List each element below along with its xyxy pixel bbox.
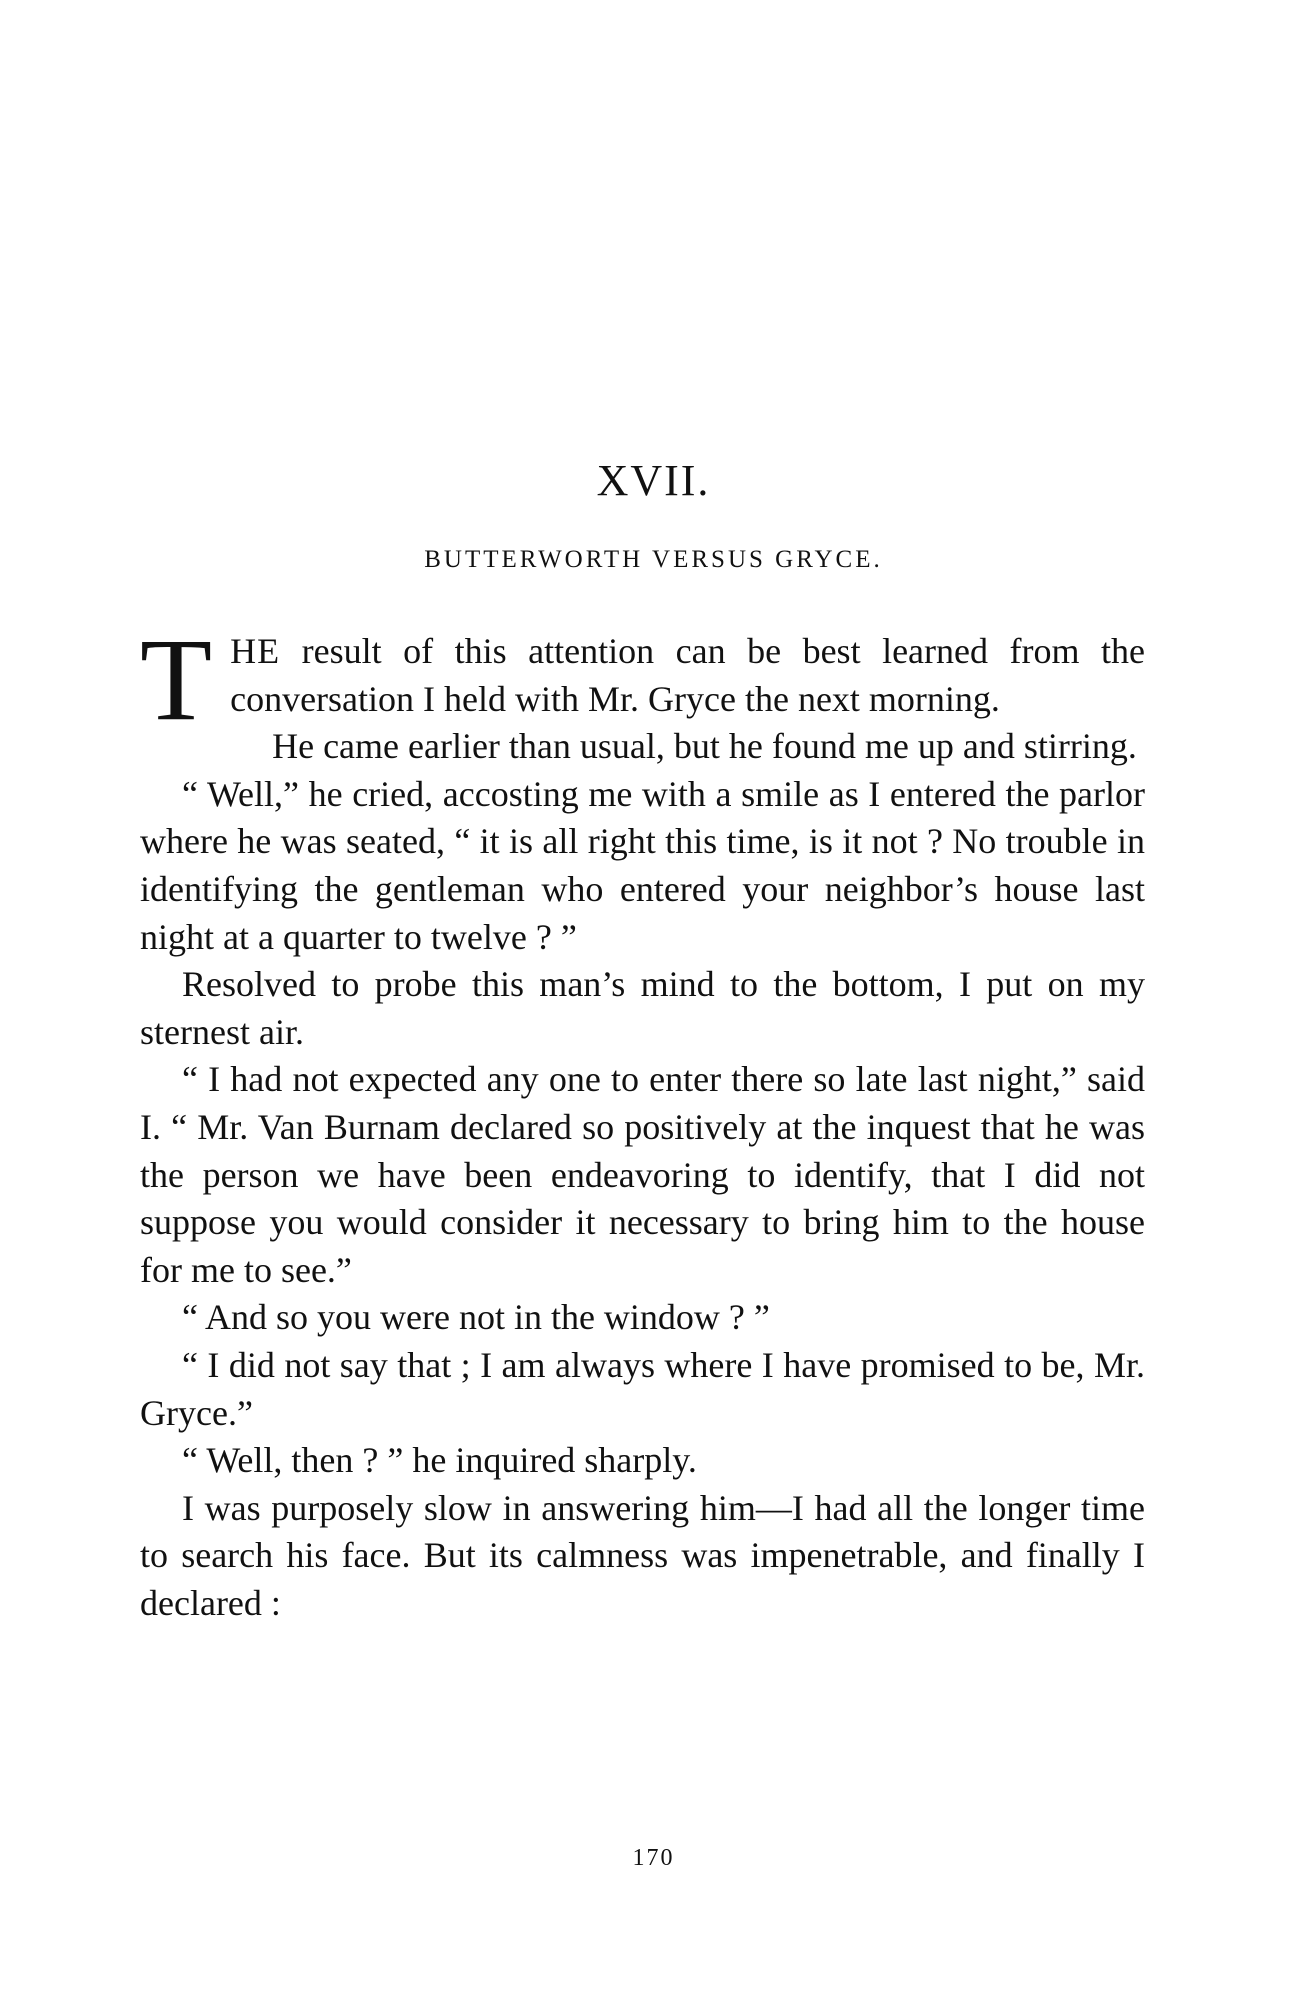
paragraph-7: “ I did not say that ; I am always where I have promised to be, Mr. Gryce.” [140,1344,1145,1433]
paragraph-1-text: result of this attention can be best learned from the conversation I held with Mr. Gryce the next morning. [230,631,1145,719]
paragraph-1 [140,614,1145,745]
body-text [140,614,1145,1627]
paragraph-2: He came earlier than usual, but he found me up and stirring. [272,726,1137,767]
paragraph-9: I was purposely slow in answering him—I had all the longer time to search his face. But its calmness was impenetrable, and finally I declared : [140,1487,1145,1623]
drop-cap: T [140,614,213,745]
chapter-title: BUTTERWORTH VERSUS GRYCE. [424,546,883,573]
paragraph-4: Resolved to probe this man’s mind to the bottom, I put on my sternest air. [140,964,1145,1052]
chapter-number: XVII. [596,456,711,505]
paragraph-5: “ I had not expected any one to enter there so late last night,” said I. “ Mr. Van Burnam declared so positively at the inquest that he was the person we have been endeavoring to identify, that I did not suppose you would consider it necessary to bring him to the house for me to see.” [140,1059,1145,1290]
first-word: HE [230,631,281,671]
paragraph-3: “ Well,” he cried, accosting me with a smile as I entered the parlor where he was seated, “ it is all right this time, is it not ? No trouble in identifying the gentleman who entered your neighbor’s house last night at a quarter to twelve ? ” [140,773,1145,957]
paragraph-8: “ Well, then ? ” he inquired sharply. [182,1440,697,1481]
paragraph-6: “ And so you were not in the window ? ” [182,1297,770,1338]
page-number: 170 [632,1845,675,1871]
